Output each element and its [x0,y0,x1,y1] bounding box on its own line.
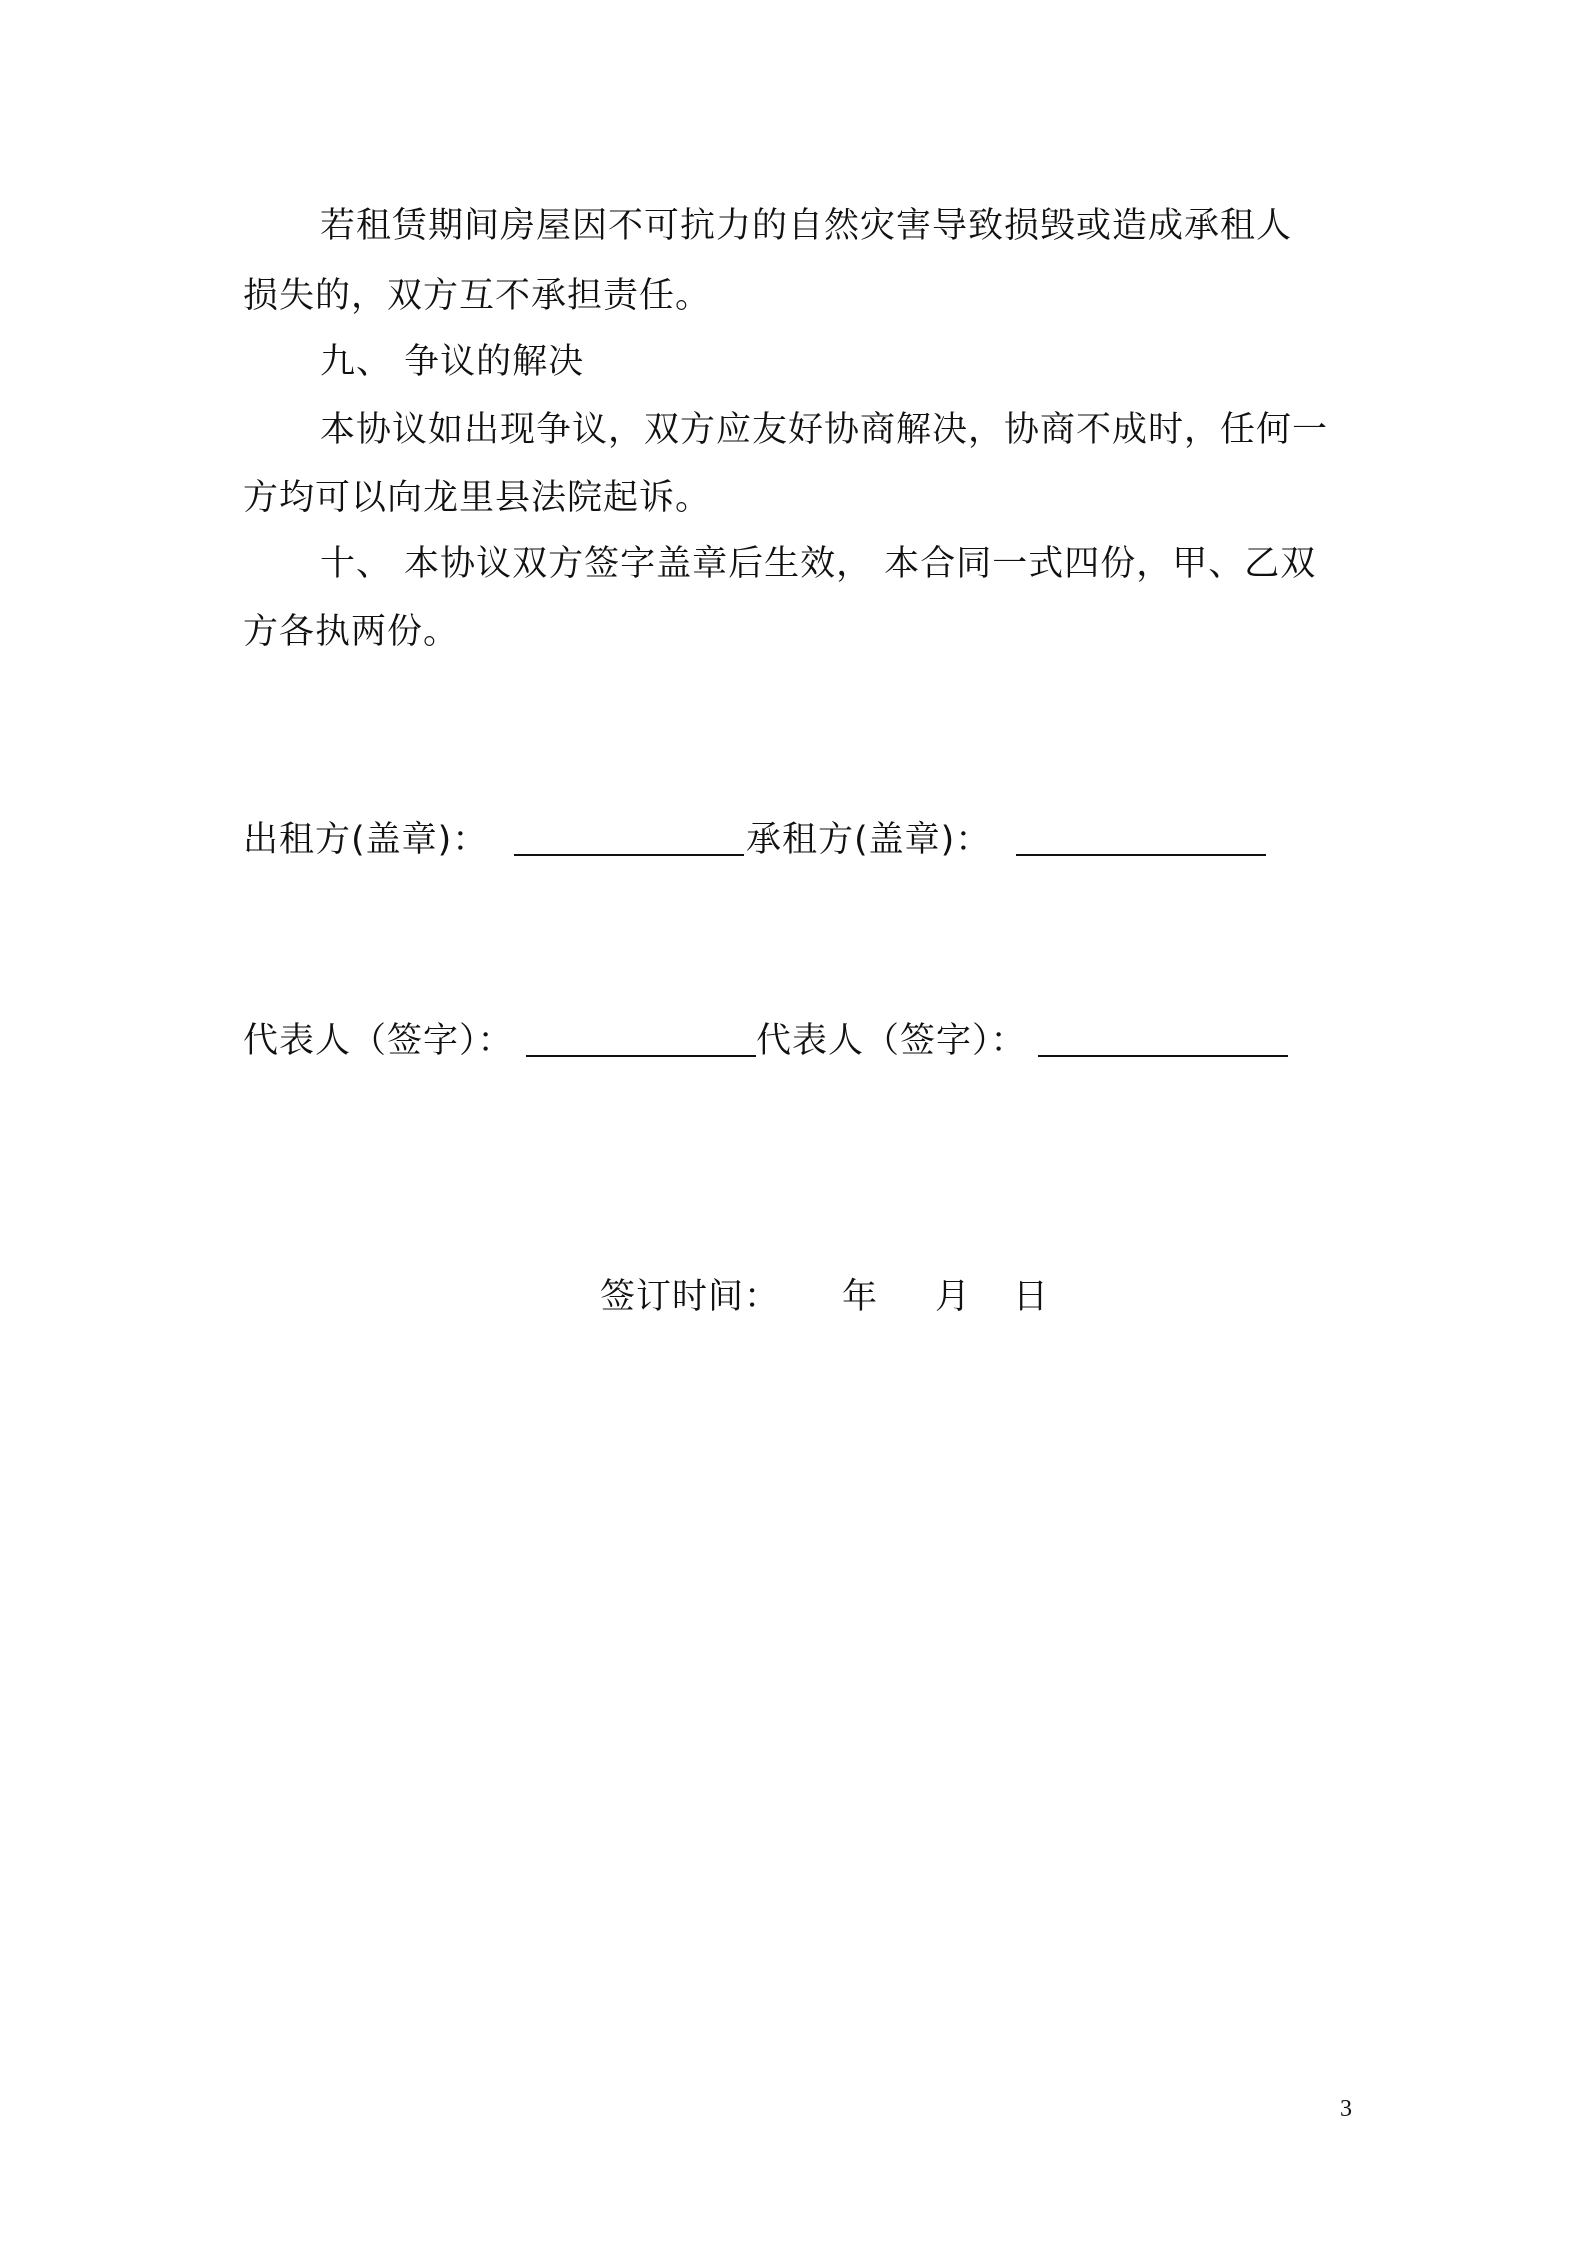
paragraph-line: 方均可以向龙里县法院起诉。 [243,478,712,518]
date-day: 日 [1013,1277,1050,1317]
page-number: 3 [1340,2096,1352,2122]
date-month: 月 [935,1277,972,1317]
lessor-seal-label: 出租方(盖章)： [243,820,489,860]
representative-label-2: 代表人（签字）： [756,1021,1027,1061]
section-heading: 九、 争议的解决 [320,342,585,382]
representative-label-1: 代表人（签字）： [243,1021,514,1061]
paragraph-line: 损失的，双方互不承担责任。 [243,276,712,316]
paragraph-line: 若租赁期间房屋因不可抗力的自然灾害导致损毁或造成承租人 [320,206,1293,246]
date-year: 年 [842,1277,879,1317]
paragraph-line: 本协议如出现争议，双方应友好协商解决，协商不成时，任何一 [320,410,1329,450]
lessor-seal-blank [514,816,744,856]
paragraph-line: 方各执两份。 [243,612,460,652]
lessee-seal-blank [1016,816,1266,856]
signing-date-label: 签订时间： [600,1277,781,1317]
representative-blank-1 [526,1017,756,1057]
representative-blank-2 [1038,1017,1288,1057]
paragraph-line: 十、 本协议双方签字盖章后生效， 本合同一式四份，甲、乙双 [320,544,1317,584]
lessee-seal-label: 承租方(盖章)： [746,820,992,860]
